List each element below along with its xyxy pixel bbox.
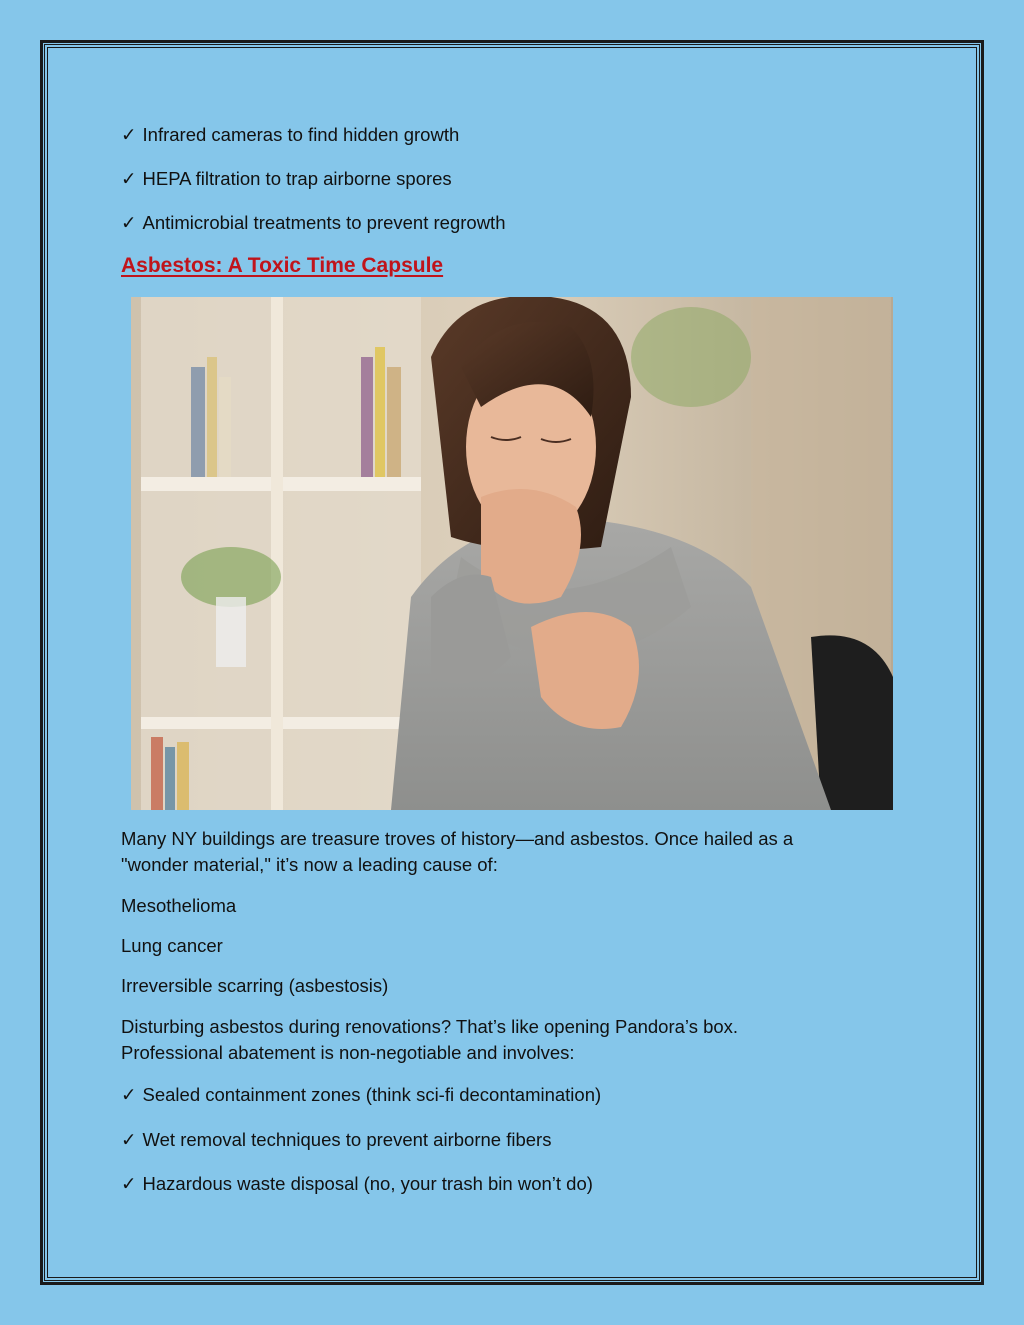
checkmark-icon: ✓ (121, 1129, 137, 1150)
section-heading: Asbestos: A Toxic Time Capsule (121, 254, 444, 277)
intro-line-1: Many NY buildings are treasure troves of history—and asbestos. Once hailed as a (121, 828, 794, 849)
checkmark-icon: ✓ (121, 1084, 137, 1105)
checklist-item (121, 212, 505, 234)
abatement-line-2: Professional abatement is non-negotiable and involves: (121, 1042, 575, 1063)
checklist-item-text: Hazardous waste disposal (no, your trash bin won’t do) (142, 1173, 593, 1194)
intro-line-2: "wonder material," it’s now a leading cause of: (121, 854, 498, 875)
checkmark-icon: ✓ (121, 1173, 137, 1194)
checklist-item (121, 1084, 601, 1106)
checkmark-icon: ✓ (121, 124, 137, 145)
checklist-item (121, 168, 452, 190)
intro-paragraph (121, 826, 891, 878)
checklist-item-text: Antimicrobial treatments to prevent regrowth (142, 212, 506, 233)
checklist-item (121, 1129, 551, 1151)
checklist-item (121, 124, 459, 146)
checklist-item-text: Sealed containment zones (think sci-fi decontamination) (142, 1084, 602, 1105)
condition-item: Irreversible scarring (asbestosis) (121, 975, 389, 996)
condition-item: Lung cancer (121, 935, 223, 956)
condition-item: Mesothelioma (121, 895, 237, 916)
checklist-item-text: HEPA filtration to trap airborne spores (142, 168, 452, 189)
checklist-item-text: Infrared cameras to find hidden growth (142, 124, 460, 145)
abatement-paragraph (121, 1014, 891, 1066)
photo-illustration (131, 297, 893, 810)
checkmark-icon: ✓ (121, 168, 137, 189)
checkmark-icon: ✓ (121, 212, 137, 233)
checklist-item-text: Wet removal techniques to prevent airborne fibers (142, 1129, 552, 1150)
abatement-line-1: Disturbing asbestos during renovations? That’s like opening Pandora’s box. (121, 1016, 739, 1037)
checklist-item (121, 1173, 593, 1195)
woman-coughing-photo (131, 297, 893, 810)
